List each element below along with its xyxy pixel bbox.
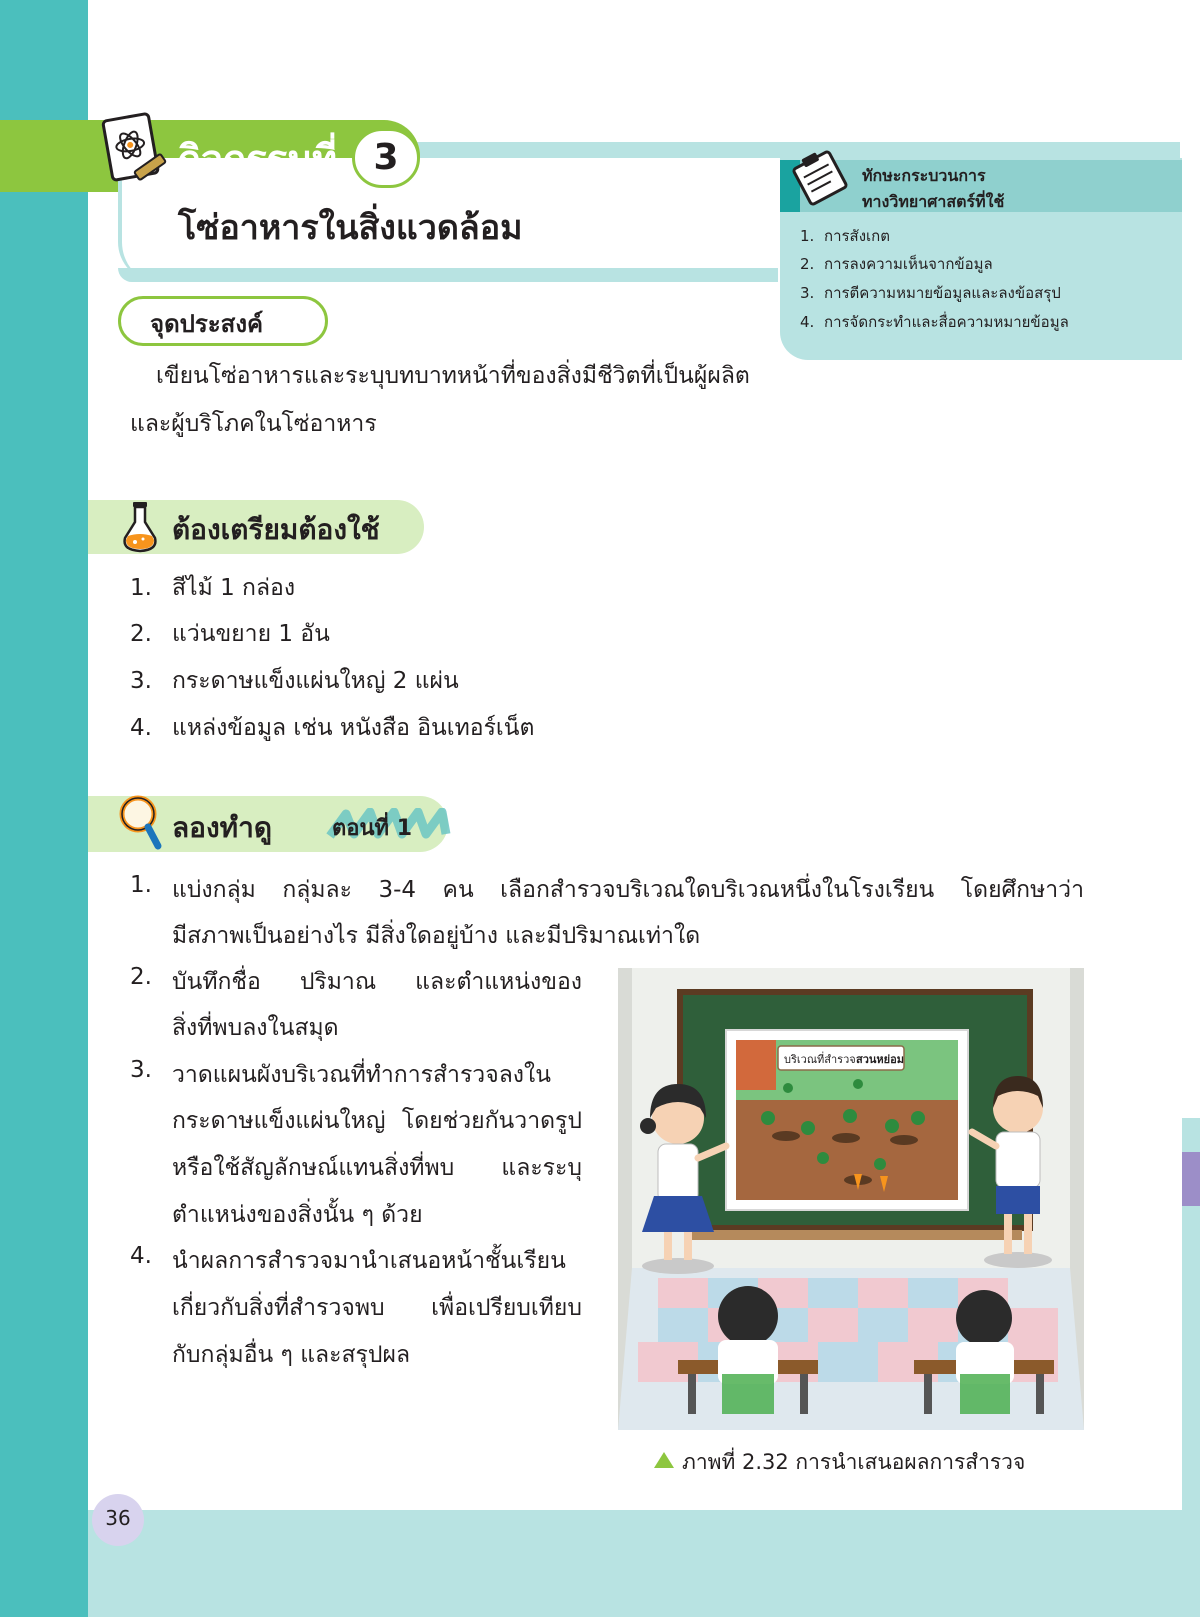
left-margin-strip bbox=[0, 0, 88, 1617]
step-number: 3. bbox=[130, 1057, 152, 1083]
step-number: 4. bbox=[130, 1243, 152, 1269]
skill-text: การตีความหมายข้อมูลและลงข้อสรุป bbox=[824, 284, 1061, 302]
material-item bbox=[130, 663, 459, 699]
poster-place: สวนหย่อม bbox=[856, 1053, 904, 1066]
header-band bbox=[380, 142, 1180, 158]
skill-text: การสังเกต bbox=[824, 227, 890, 245]
step-1-line-2: มีสภาพเป็นอย่างไร มีสิ่งใดอยู่บ้าง และมีปริมาณเท่าใด bbox=[172, 923, 701, 949]
material-text: กระดาษแข็งแผ่นใหญ่ 2 แผ่น bbox=[172, 668, 459, 694]
right-edge-tab bbox=[1182, 1152, 1200, 1206]
step-3-line-2: กระดาษแข็งแผ่นใหญ่ โดยช่วยกันวาดรูป bbox=[172, 1108, 582, 1134]
skills-title-line-1: ทักษะกระบวนการ bbox=[862, 166, 986, 185]
objective-heading: จุดประสงค์ bbox=[150, 310, 264, 338]
part-label: ตอนที่ 1 bbox=[332, 816, 413, 841]
skill-text: การลงความเห็นจากข้อมูล bbox=[824, 255, 993, 273]
step-3-line-4: ตำแหน่งของสิ่งนั้น ๆ ด้วย bbox=[172, 1202, 423, 1228]
material-number: 2. bbox=[130, 621, 152, 647]
science-card-icon bbox=[100, 110, 172, 188]
caption-triangle-icon bbox=[654, 1452, 674, 1468]
skill-item bbox=[800, 224, 890, 248]
skill-text: การจัดกระทำและสื่อความหมายข้อมูล bbox=[824, 313, 1069, 331]
classroom-presentation-illustration bbox=[618, 968, 1084, 1430]
step-3-line-3: หรือใช้สัญลักษณ์แทนสิ่งที่พบ และระบุ bbox=[172, 1155, 582, 1181]
skill-number: 4. bbox=[800, 313, 815, 331]
material-item bbox=[130, 710, 534, 746]
poster-label: บริเวณที่สำรวจ bbox=[784, 1053, 856, 1066]
activity-label: กิจกรรมที่ bbox=[178, 137, 338, 181]
step-2-line-2: สิ่งที่พบลงในสมุด bbox=[172, 1015, 339, 1041]
material-text: สีไม้ 1 กล่อง bbox=[172, 575, 296, 601]
skill-item bbox=[800, 281, 1061, 305]
step-4-line-2: เกี่ยวกับสิ่งที่สำรวจพบ เพื่อเปรียบเทียบ bbox=[172, 1295, 582, 1321]
material-text: แหล่งข้อมูล เช่น หนังสือ อินเทอร์เน็ต bbox=[172, 715, 535, 741]
figure-caption: ภาพที่ 2.32 การนำเสนอผลการสำรวจ bbox=[682, 1450, 1026, 1474]
skill-number: 1. bbox=[800, 227, 815, 245]
material-number: 3. bbox=[130, 668, 152, 694]
skill-number: 3. bbox=[800, 284, 815, 302]
activity-number: 3 bbox=[352, 128, 420, 188]
try-it-heading: ลองทำดู bbox=[172, 811, 273, 844]
materials-heading: ต้องเตรียมต้องใช้ bbox=[172, 513, 380, 546]
flask-icon bbox=[120, 500, 160, 554]
step-1-line-1: แบ่งกลุ่ม กลุ่มละ 3-4 คน เลือกสำรวจบริเวณใดบริเวณหนึ่งในโรงเรียน โดยศึกษาว่า bbox=[172, 877, 1084, 903]
objective-text-line-2: และผู้บริโภคในโซ่อาหาร bbox=[130, 411, 377, 437]
skills-title-line-2: ทางวิทยาศาสตร์ที่ใช้ bbox=[862, 192, 1005, 211]
material-item bbox=[130, 570, 295, 606]
clipboard-icon bbox=[788, 148, 852, 208]
skill-item bbox=[800, 310, 1069, 334]
objective-text-line-1: เขียนโซ่อาหารและระบุบทบาทหน้าที่ของสิ่งมีชีวิตที่เป็นผู้ผลิต bbox=[156, 363, 750, 389]
activity-title: โซ่อาหารในสิ่งแวดล้อม bbox=[178, 208, 523, 248]
bottom-band bbox=[88, 1510, 1200, 1617]
step-number: 2. bbox=[130, 964, 152, 990]
title-card-underline bbox=[118, 268, 778, 282]
material-text: แว่นขยาย 1 อัน bbox=[172, 621, 330, 647]
page-number: 36 bbox=[105, 1506, 131, 1530]
material-number: 1. bbox=[130, 575, 152, 601]
step-number: 1. bbox=[130, 872, 152, 898]
magnifier-icon bbox=[118, 794, 164, 852]
step-4-line-3: กับกลุ่มอื่น ๆ และสรุปผล bbox=[172, 1342, 411, 1368]
material-number: 4. bbox=[130, 715, 152, 741]
skill-item bbox=[800, 252, 993, 276]
step-2-line-1: บันทึกชื่อ ปริมาณ และตำแหน่งของ bbox=[172, 969, 582, 995]
step-4-line-1: นำผลการสำรวจมานำเสนอหน้าชั้นเรียน bbox=[172, 1248, 566, 1274]
skill-number: 2. bbox=[800, 255, 815, 273]
step-3-line-1: วาดแผนผังบริเวณที่ทำการสำรวจลงใน bbox=[172, 1062, 551, 1088]
material-item bbox=[130, 616, 330, 652]
